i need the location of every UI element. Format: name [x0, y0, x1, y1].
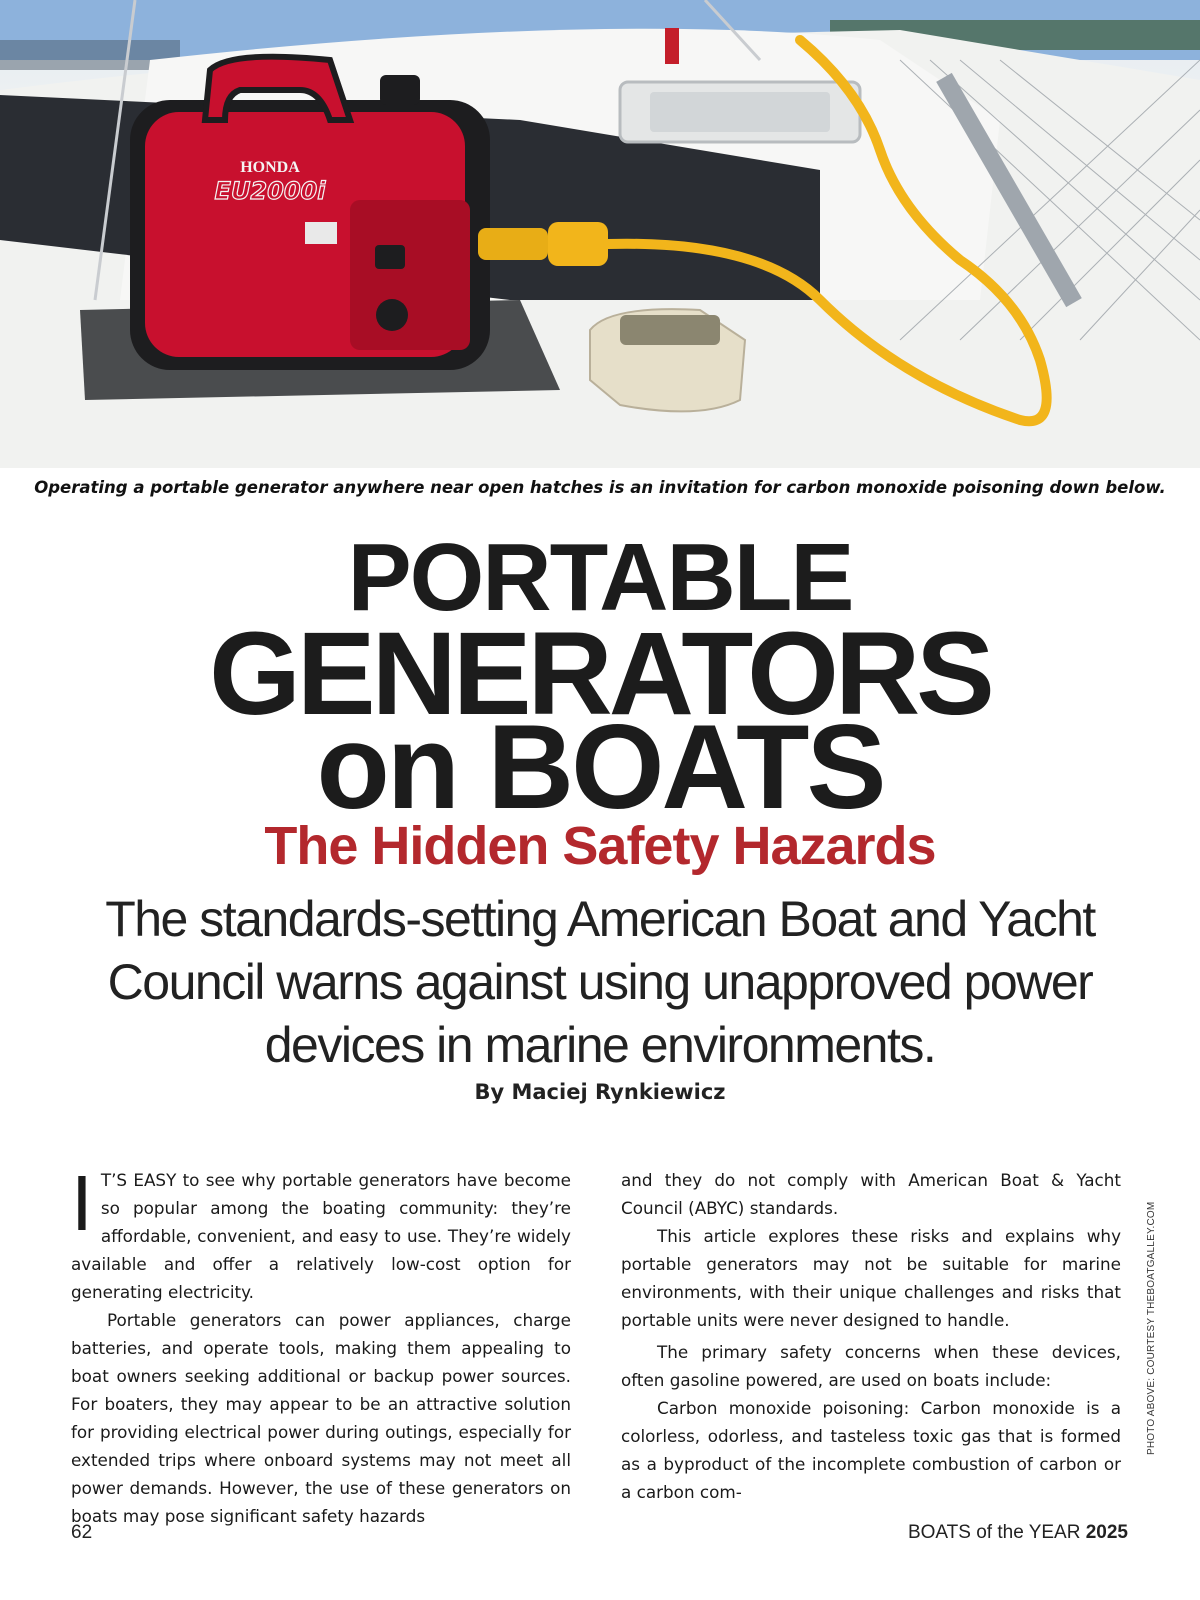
body-paragraph — [71, 1162, 571, 1306]
photo-credit-wrap — [1146, 1201, 1200, 1466]
publication-footer — [908, 1522, 1128, 1544]
generator-brand-label: HONDA — [240, 159, 300, 176]
body-paragraph: and they do not comply with American Boat & Yacht Council (ABYC) standards. — [621, 1170, 1121, 1218]
photo-caption: Operating a portable generator anywhere near open hatches is an invitation for carbon monoxide poisoning down below. — [34, 478, 1166, 497]
page-number: 62 — [71, 1522, 93, 1543]
paragraph-text: T’S EASY to see why portable generators have become so popular among the boating community: they’re affordable, convenient, and easy to use. They’re widely available and offer a relatively low-cost option for generating electricity. — [71, 1170, 571, 1302]
drop-cap: I — [71, 1162, 93, 1248]
photo-credit: PHOTO ABOVE: COURTESY THEBOATGALLEY.COM — [1146, 1201, 1157, 1455]
article-deck: The standards-setting American Boat and Yacht Council warns against using unapproved power devices in marine environments. — [105, 891, 1095, 1073]
headline-subtitle: The Hidden Safety Hazards — [264, 816, 936, 876]
hero-photo — [0, 0, 1200, 468]
body-column-right — [621, 1166, 1121, 1506]
body-paragraph: Carbon monoxide poisoning: Carbon monoxide is a colorless, odorless, and tasteless toxic gas that is formed as a byproduct of the incomplete combustion of carbon or a carbon com- — [621, 1398, 1121, 1502]
headline-line-2: GENERATORS — [209, 608, 991, 740]
publication-year: 2025 — [1085, 1522, 1128, 1543]
body-column-left — [71, 1162, 571, 1530]
byline: By Maciej Rynkiewicz — [474, 1080, 726, 1104]
headline-line-3: on BOATS — [316, 700, 884, 834]
body-paragraph: This article explores these risks and explains why portable generators may not be suitable for marine environments, with their unique challenges and risks that portable units were never designed to handle. — [621, 1226, 1121, 1330]
body-paragraph: Portable generators can power appliances, charge batteries, and operate tools, making them appealing to boat owners seeking additional or backup power sources. For boaters, they may appear to be an attractive solution for providing electrical power during outings, especially for extended trips where onboard systems may not meet all power demands. However, the use of these generators on boats may pose significant safety hazards — [71, 1310, 571, 1526]
body-paragraph: The primary safety concerns when these devices, often gasoline powered, are used on boats include: — [621, 1342, 1121, 1390]
publication-name: BOATS of the YEAR — [907, 1522, 1081, 1543]
generator-model-label: EU2000i — [214, 177, 326, 205]
generator-on-deck-illustration — [0, 0, 1200, 468]
headline-line-1: PORTABLE — [347, 524, 853, 631]
